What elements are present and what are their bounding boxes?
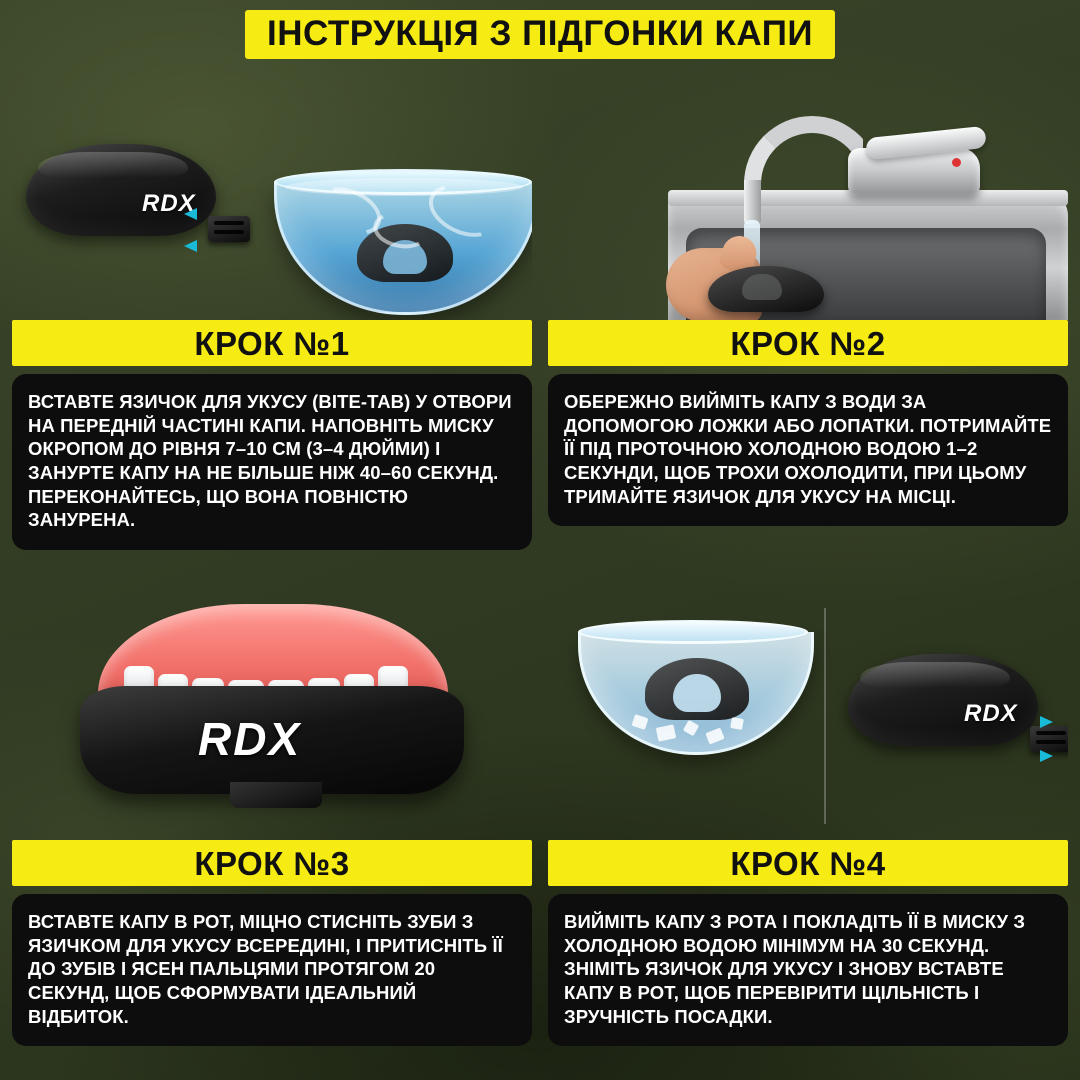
step-card-1: [12, 70, 532, 550]
faucet-indicator-dot: [952, 158, 961, 167]
bowl-rim: [578, 620, 808, 644]
step-4-header: [548, 840, 1068, 886]
bite-tab: [208, 216, 250, 242]
step-2-label: КРОК №2: [730, 324, 886, 362]
ice-chip: [631, 714, 648, 730]
cold-water-bowl-icon: [578, 632, 814, 755]
step-2-illustration: [548, 70, 1068, 320]
section-divider: [824, 608, 826, 824]
step-card-4: [548, 590, 1068, 1046]
step-1-label: КРОК №1: [194, 324, 350, 362]
bite-tab-slit: [1036, 731, 1066, 735]
step-1-illustration: [12, 70, 532, 320]
mouthguard-icon: [80, 686, 464, 794]
submerged-mouthguard: [645, 658, 749, 720]
step-4-label: КРОК №4: [730, 844, 886, 882]
step-3-text: ВСТАВТЕ КАПУ В РОТ, МІЦНО СТИСНІТЬ ЗУБИ З ЯЗИЧКОМ ДЛЯ УКУСУ ВСЕРЕДИНІ, І ПРИТИСНІТЬ ЇЇ ДО ЗУБІВ І ЯСЕН ПАЛЬЦЯМИ ПРОТЯГОМ 20 СЕКУНД, ЩОБ СФОРМУВАТИ ІДЕАЛЬНИЙ ВІДБИТОК.: [28, 911, 503, 1027]
step-1-text: ВСТАВТЕ ЯЗИЧОК ДЛЯ УКУСУ (BITE-TAB) У ОТВОРИ НА ПЕРЕДНІЙ ЧАСТИНІ КАПИ. НАПОВНІТЬ МИСКУ ОКРОПОМ ДО РІВНЯ 7–10 СМ (3–4 ДЮЙМИ) І ЗАНУРТЕ КАПУ НА НЕ БІЛЬШЕ НІЖ 40–60 СЕКУНД. ПЕРЕКОНАЙТЕСЬ, ЩО ВОНА ПОВНІСТЮ ЗАНУРЕНА.: [28, 391, 512, 531]
brand-label: RDX: [964, 700, 1018, 727]
brand-label: RDX: [198, 713, 302, 765]
arrow-icon: [1040, 716, 1053, 728]
step-3-header: [12, 840, 532, 886]
brand-label: RDX: [142, 190, 196, 217]
arrow-icon: [1040, 750, 1053, 762]
step-4-text: ВИЙМІТЬ КАПУ З РОТА І ПОКЛАДІТЬ ЇЇ В МИСКУ З ХОЛОДНОЮ ВОДОЮ МІНІМУМ НА 30 СЕКУНД. ЗНІМІТЬ ЯЗИЧОК ДЛЯ УКУСУ І ЗНОВУ ВСТАВТЕ КАПУ В РОТ, ЩОБ ПЕРЕВІРИТИ ЩІЛЬНІСТЬ І ЗРУЧНІСТЬ ПОСАДКИ.: [564, 911, 1026, 1027]
step-4-panel: [548, 894, 1068, 1046]
step-1-panel: [12, 374, 532, 550]
bite-tab-slit: [1036, 740, 1066, 744]
arrow-icon: [184, 208, 197, 220]
ice-chip: [705, 727, 724, 744]
ice-chip: [656, 724, 677, 741]
bite-tab-slit: [214, 221, 244, 225]
bite-tab: [230, 782, 322, 808]
step-2-text: ОБЕРЕЖНО ВИЙМІТЬ КАПУ З ВОДИ ЗА ДОПОМОГОЮ ЛОЖКИ АБО ЛОПАТКИ. ПОТРИМАЙТЕ ЇЇ ПІД ПРОТОЧНОЮ ХОЛОДНОЮ ВОДОЮ 1–2 СЕКУНДИ, ЩОБ ТРОХИ ОХОЛОДИТИ, ПРИ ЦЬОМУ ТРИМАЙТЕ ЯЗИЧОК ДЛЯ УКУСУ НА МІСЦІ.: [564, 391, 1052, 507]
step-1-header: [12, 320, 532, 366]
step-2-panel: [548, 374, 1068, 526]
page-title: ІНСТРУКЦІЯ З ПІДГОНКИ КАПИ: [266, 14, 814, 53]
step-card-3: [12, 590, 532, 1046]
ice-chip: [683, 720, 699, 736]
step-3-panel: [12, 894, 532, 1046]
arrow-icon: [184, 240, 197, 252]
step-3-label: КРОК №3: [194, 844, 350, 882]
faucet-spout: [744, 180, 761, 224]
bite-tab-slit: [214, 230, 244, 234]
step-card-2: [548, 70, 1068, 526]
ice-chip: [730, 717, 744, 730]
step-2-header: [548, 320, 1068, 366]
water-surface: [285, 178, 523, 196]
hot-water-bowl-icon: [274, 182, 532, 315]
page-title-band: [245, 10, 835, 59]
step-3-illustration: [12, 590, 532, 840]
bite-tab: [1030, 726, 1068, 752]
step-4-illustration: [548, 590, 1068, 840]
